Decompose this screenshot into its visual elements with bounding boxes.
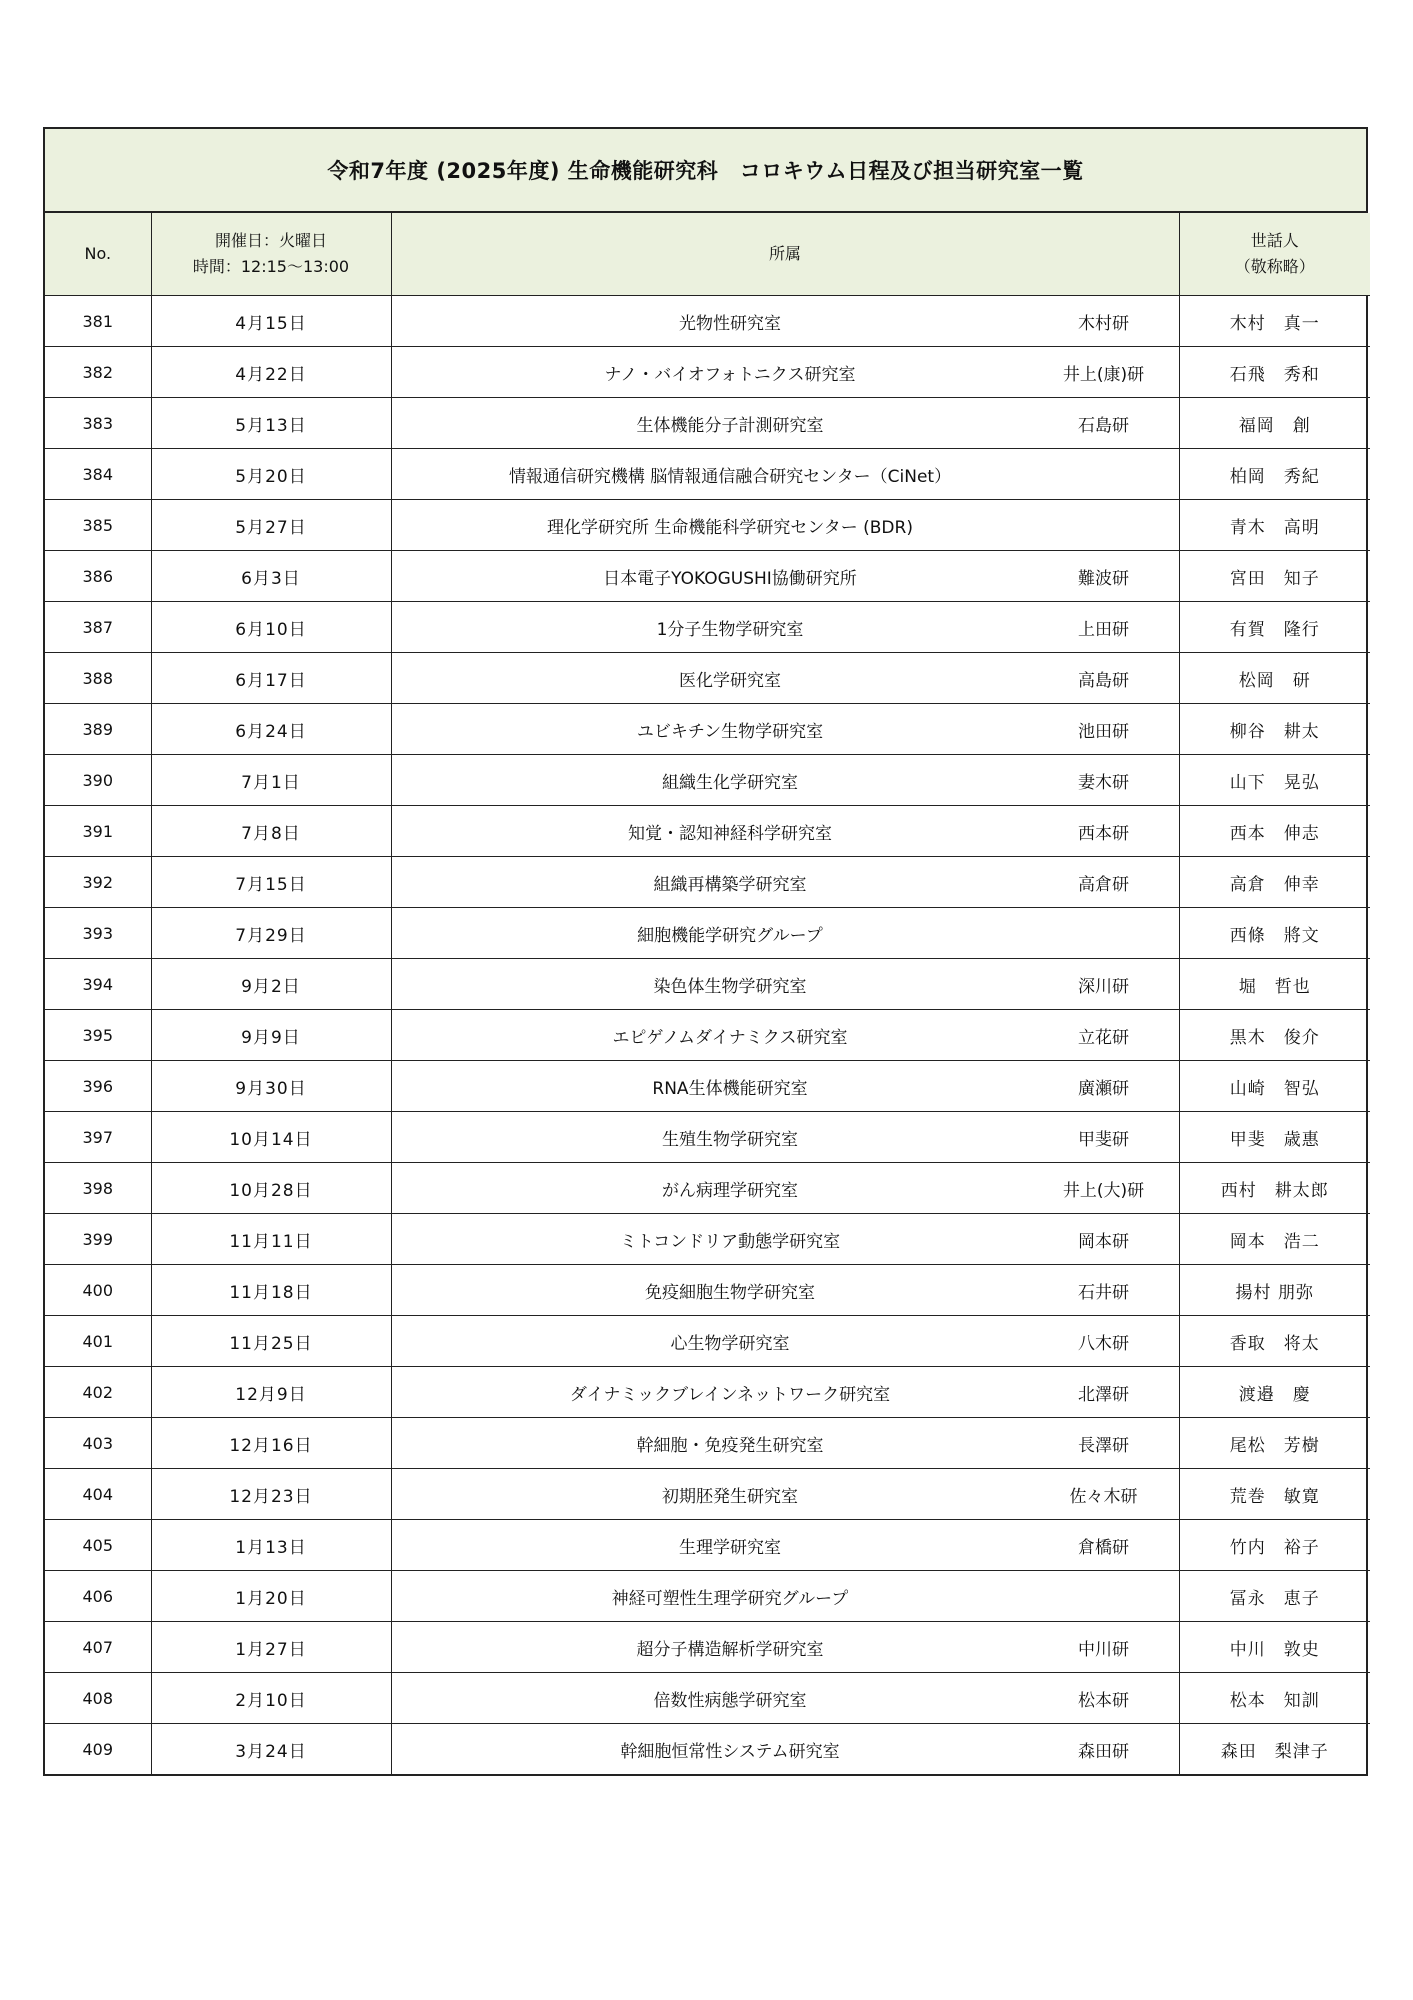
row-number: 383 — [45, 398, 151, 449]
row-lab: 廣瀬研 — [1078, 1078, 1129, 1099]
table-row — [45, 398, 1370, 449]
row-number: 397 — [45, 1112, 151, 1163]
row-host: 揚村 朋弥 — [1179, 1265, 1370, 1316]
header-date-time: 時間：12:15～13:00 — [192, 257, 350, 276]
table-row — [45, 296, 1370, 347]
table-row — [45, 1265, 1370, 1316]
row-date: 1月27日 — [151, 1622, 391, 1673]
row-number: 388 — [45, 653, 151, 704]
row-host: 堀 哲也 — [1179, 959, 1370, 1010]
row-department: 日本電子YOKOGUSHI協働研究所 — [603, 568, 857, 589]
row-lab: 井上(大)研 — [1062, 1180, 1145, 1201]
row-department: RNA生体機能研究室 — [652, 1078, 808, 1099]
table-row — [45, 704, 1370, 755]
row-host: 渡邉 慶 — [1179, 1367, 1370, 1418]
row-number: 400 — [45, 1265, 151, 1316]
row-department: 生殖生物学研究室 — [662, 1129, 798, 1150]
header-row — [45, 213, 1370, 296]
header-date-day: 開催日：火曜日 — [214, 231, 327, 250]
row-number: 392 — [45, 857, 151, 908]
row-date: 12月16日 — [151, 1418, 391, 1469]
header-host-note: （敬称略） — [1234, 257, 1315, 276]
row-affiliation — [391, 1112, 1179, 1163]
row-department: ダイナミックブレインネットワーク研究室 — [569, 1384, 891, 1405]
row-date: 5月13日 — [151, 398, 391, 449]
table-row — [45, 857, 1370, 908]
row-date: 1月13日 — [151, 1520, 391, 1571]
row-date: 7月15日 — [151, 857, 391, 908]
row-department: 染色体生物学研究室 — [653, 976, 807, 997]
table-row — [45, 1214, 1370, 1265]
row-host: 荒巻 敏寛 — [1179, 1469, 1370, 1520]
row-affiliation — [391, 908, 1179, 959]
row-date: 1月20日 — [151, 1571, 391, 1622]
row-department: 情報通信研究機構 脳情報通信融合研究センター（CiNet） — [508, 466, 952, 487]
row-lab: 立花研 — [1078, 1027, 1129, 1048]
row-number: 405 — [45, 1520, 151, 1571]
table-row — [45, 959, 1370, 1010]
row-date: 2月10日 — [151, 1673, 391, 1724]
schedule-table — [45, 213, 1370, 1774]
row-date: 10月28日 — [151, 1163, 391, 1214]
row-date: 5月27日 — [151, 500, 391, 551]
row-number: 389 — [45, 704, 151, 755]
row-host: 青木 高明 — [1179, 500, 1370, 551]
row-department: ユビキチン生物学研究室 — [636, 721, 824, 742]
row-number: 406 — [45, 1571, 151, 1622]
row-affiliation — [391, 1316, 1179, 1367]
row-department: 倍数性病態学研究室 — [653, 1690, 807, 1711]
row-date: 6月10日 — [151, 602, 391, 653]
table-row — [45, 1724, 1370, 1775]
row-affiliation — [391, 551, 1179, 602]
table-row — [45, 908, 1370, 959]
row-lab: 八木研 — [1078, 1333, 1129, 1354]
row-department: 初期胚発生研究室 — [662, 1486, 798, 1507]
row-number: 394 — [45, 959, 151, 1010]
row-host: 木村 真一 — [1179, 296, 1370, 347]
table-row — [45, 1163, 1370, 1214]
row-department: 組織再構築学研究室 — [653, 874, 807, 895]
table-row — [45, 551, 1370, 602]
row-date: 6月24日 — [151, 704, 391, 755]
table-row — [45, 1520, 1370, 1571]
row-host: 有賀 隆行 — [1179, 602, 1370, 653]
row-lab: 佐々木研 — [1069, 1486, 1138, 1507]
table-row — [45, 1673, 1370, 1724]
row-date: 6月17日 — [151, 653, 391, 704]
row-number: 393 — [45, 908, 151, 959]
row-lab: 石井研 — [1078, 1282, 1129, 1303]
row-number: 404 — [45, 1469, 151, 1520]
row-host: 松本 知訓 — [1179, 1673, 1370, 1724]
row-affiliation — [391, 755, 1179, 806]
row-date: 4月15日 — [151, 296, 391, 347]
row-affiliation — [391, 1010, 1179, 1061]
row-lab: 深川研 — [1078, 976, 1129, 997]
row-host: 西本 伸志 — [1179, 806, 1370, 857]
row-department: 生理学研究室 — [679, 1537, 781, 1558]
row-date: 7月8日 — [151, 806, 391, 857]
row-number: 387 — [45, 602, 151, 653]
row-department: ナノ・バイオフォトニクス研究室 — [604, 364, 856, 385]
row-number: 402 — [45, 1367, 151, 1418]
row-affiliation — [391, 398, 1179, 449]
row-lab: 長澤研 — [1078, 1435, 1129, 1456]
row-host: 宮田 知子 — [1179, 551, 1370, 602]
row-date: 11月25日 — [151, 1316, 391, 1367]
row-lab: 倉橋研 — [1078, 1537, 1129, 1558]
row-lab: 木村研 — [1078, 313, 1129, 334]
row-host: 福岡 創 — [1179, 398, 1370, 449]
row-lab: 高倉研 — [1078, 874, 1129, 895]
row-department: 心生物学研究室 — [670, 1333, 790, 1354]
row-date: 9月30日 — [151, 1061, 391, 1112]
table-row — [45, 653, 1370, 704]
row-lab: 森田研 — [1078, 1741, 1129, 1762]
row-host: 黒木 俊介 — [1179, 1010, 1370, 1061]
header-host — [1179, 213, 1370, 296]
row-lab: 難波研 — [1078, 568, 1129, 589]
row-affiliation — [391, 1724, 1179, 1775]
row-affiliation — [391, 1469, 1179, 1520]
row-department: 知覚・認知神経科学研究室 — [628, 823, 832, 844]
row-host: 山崎 智弘 — [1179, 1061, 1370, 1112]
table-title: 令和7年度 (2025年度) 生命機能研究科 コロキウム日程及び担当研究室一覧 — [45, 129, 1366, 213]
row-host: 尾松 芳樹 — [1179, 1418, 1370, 1469]
row-host: 高倉 伸幸 — [1179, 857, 1370, 908]
row-number: 408 — [45, 1673, 151, 1724]
row-department: ミトコンドリア動態学研究室 — [619, 1231, 841, 1252]
row-date: 12月9日 — [151, 1367, 391, 1418]
row-affiliation — [391, 857, 1179, 908]
row-department: 組織生化学研究室 — [662, 772, 798, 793]
row-department: 理化学研究所 生命機能科学研究センター (BDR) — [547, 517, 913, 538]
row-number: 390 — [45, 755, 151, 806]
table-row — [45, 1622, 1370, 1673]
row-host: 竹内 裕子 — [1179, 1520, 1370, 1571]
row-department: 生体機能分子計測研究室 — [636, 415, 824, 436]
row-number: 391 — [45, 806, 151, 857]
table-row — [45, 602, 1370, 653]
row-department: 1分子生物学研究室 — [656, 619, 804, 640]
row-department: 幹細胞恒常性システム研究室 — [620, 1741, 840, 1762]
row-date: 7月29日 — [151, 908, 391, 959]
row-number: 398 — [45, 1163, 151, 1214]
row-department: 免疫細胞生物学研究室 — [645, 1282, 815, 1303]
row-department: 神経可塑性生理学研究グループ — [611, 1588, 849, 1609]
row-department: 医化学研究室 — [679, 670, 781, 691]
row-department: 超分子構造解析学研究室 — [636, 1639, 824, 1660]
row-affiliation — [391, 449, 1179, 500]
row-lab: 北澤研 — [1078, 1384, 1129, 1405]
row-affiliation — [391, 1622, 1179, 1673]
row-affiliation — [391, 653, 1179, 704]
row-date: 9月9日 — [151, 1010, 391, 1061]
table-row — [45, 1061, 1370, 1112]
row-host: 中川 敦史 — [1179, 1622, 1370, 1673]
row-host: 西村 耕太郎 — [1179, 1163, 1370, 1214]
row-date: 3月24日 — [151, 1724, 391, 1775]
row-department: エピゲノムダイナミクス研究室 — [612, 1027, 848, 1048]
row-affiliation — [391, 1061, 1179, 1112]
row-number: 386 — [45, 551, 151, 602]
row-number: 385 — [45, 500, 151, 551]
row-number: 395 — [45, 1010, 151, 1061]
row-number: 399 — [45, 1214, 151, 1265]
row-lab: 石島研 — [1078, 415, 1129, 436]
row-host: 柳谷 耕太 — [1179, 704, 1370, 755]
row-affiliation — [391, 1418, 1179, 1469]
row-affiliation — [391, 1163, 1179, 1214]
row-number: 401 — [45, 1316, 151, 1367]
row-host: 柏岡 秀紀 — [1179, 449, 1370, 500]
row-number: 382 — [45, 347, 151, 398]
row-host: 香取 将太 — [1179, 1316, 1370, 1367]
table-row — [45, 1469, 1370, 1520]
row-department: 光物性研究室 — [679, 313, 781, 334]
row-host: 松岡 研 — [1179, 653, 1370, 704]
row-number: 403 — [45, 1418, 151, 1469]
row-date: 11月11日 — [151, 1214, 391, 1265]
header-no: No. — [45, 213, 151, 296]
row-host: 岡本 浩二 — [1179, 1214, 1370, 1265]
row-number: 381 — [45, 296, 151, 347]
table-row — [45, 449, 1370, 500]
row-host: 甲斐 歳惠 — [1179, 1112, 1370, 1163]
row-lab: 高島研 — [1078, 670, 1129, 691]
row-department: 細胞機能学研究グループ — [637, 925, 823, 946]
row-lab: 妻木研 — [1078, 772, 1129, 793]
row-host: 冨永 恵子 — [1179, 1571, 1370, 1622]
row-affiliation — [391, 1520, 1179, 1571]
row-lab: 中川研 — [1078, 1639, 1129, 1660]
row-number: 409 — [45, 1724, 151, 1775]
row-lab: 池田研 — [1078, 721, 1129, 742]
row-lab: 岡本研 — [1078, 1231, 1129, 1252]
row-host: 石飛 秀和 — [1179, 347, 1370, 398]
row-number: 384 — [45, 449, 151, 500]
row-affiliation — [391, 602, 1179, 653]
table-row — [45, 1418, 1370, 1469]
row-department: がん病理学研究室 — [662, 1180, 798, 1201]
row-affiliation — [391, 296, 1179, 347]
table-row — [45, 1316, 1370, 1367]
table-row — [45, 1571, 1370, 1622]
row-date: 12月23日 — [151, 1469, 391, 1520]
row-department: 幹細胞・免疫発生研究室 — [636, 1435, 824, 1456]
row-affiliation — [391, 1673, 1179, 1724]
row-affiliation — [391, 1265, 1179, 1316]
header-host-label: 世話人 — [1250, 231, 1299, 250]
row-affiliation — [391, 1367, 1179, 1418]
table-row — [45, 500, 1370, 551]
table-row — [45, 347, 1370, 398]
row-date: 7月1日 — [151, 755, 391, 806]
row-affiliation — [391, 1571, 1179, 1622]
table-row — [45, 1112, 1370, 1163]
table-row — [45, 755, 1370, 806]
row-number: 407 — [45, 1622, 151, 1673]
row-date: 11月18日 — [151, 1265, 391, 1316]
row-date: 4月22日 — [151, 347, 391, 398]
row-affiliation — [391, 704, 1179, 755]
table-row — [45, 1367, 1370, 1418]
row-lab: 上田研 — [1078, 619, 1129, 640]
row-affiliation — [391, 500, 1179, 551]
row-host: 森田 梨津子 — [1179, 1724, 1370, 1775]
row-host: 西條 將文 — [1179, 908, 1370, 959]
row-affiliation — [391, 959, 1179, 1010]
row-date: 5月20日 — [151, 449, 391, 500]
row-host: 山下 晃弘 — [1179, 755, 1370, 806]
row-affiliation — [391, 1214, 1179, 1265]
row-lab: 井上(康)研 — [1062, 364, 1145, 385]
row-date: 6月3日 — [151, 551, 391, 602]
row-affiliation — [391, 806, 1179, 857]
row-date: 10月14日 — [151, 1112, 391, 1163]
table-row — [45, 806, 1370, 857]
row-number: 396 — [45, 1061, 151, 1112]
header-date — [151, 213, 391, 296]
row-lab: 甲斐研 — [1078, 1129, 1129, 1150]
header-affiliation: 所属 — [391, 213, 1179, 296]
colloquium-schedule-table — [43, 127, 1368, 1776]
row-date: 9月2日 — [151, 959, 391, 1010]
row-affiliation — [391, 347, 1179, 398]
row-lab: 松本研 — [1078, 1690, 1129, 1711]
row-lab: 西本研 — [1078, 823, 1129, 844]
table-row — [45, 1010, 1370, 1061]
